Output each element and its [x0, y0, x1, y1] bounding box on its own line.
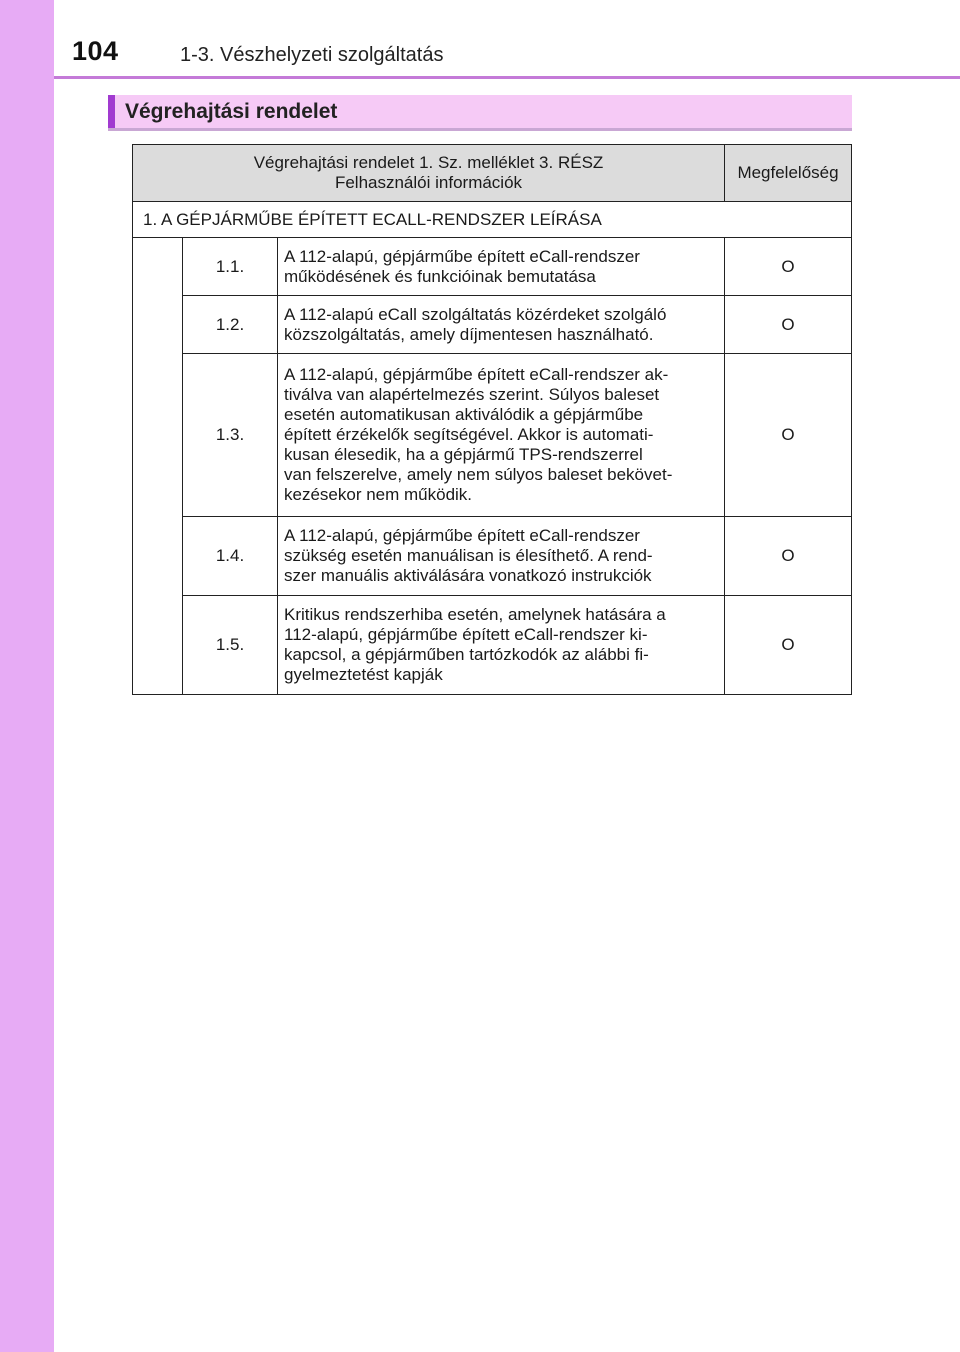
description-line: szükség esetén manuálisan is élesíthető. A rend- — [284, 546, 653, 565]
section-row-label: 1. A GÉPJÁRMŰBE ÉPÍTETT ECALL-RENDSZER LEÍRÁSA — [133, 202, 852, 238]
table-header-line1: Végrehajtási rendelet 1. Sz. melléklet 3. RÉSZ — [253, 153, 604, 172]
blank-indent-cell — [133, 238, 183, 695]
table-section-row — [133, 202, 852, 238]
side-color-bar — [0, 0, 54, 1352]
description-line: épített érzékelők segítségével. Akkor is automati- — [284, 425, 654, 444]
row-conformity: O — [725, 354, 852, 517]
description-line: A 112-alapú eCall szolgáltatás közérdeket szolgáló — [284, 304, 667, 324]
table-header-conformity: Megfelelőség — [725, 145, 852, 202]
description-line: A 112-alapú, gépjárműbe épített eCall-rendszer ak- — [284, 365, 669, 384]
row-number: 1.3. — [183, 354, 278, 517]
description-line: működésének és funkcióinak bemutatása — [284, 266, 596, 286]
row-description — [278, 296, 725, 354]
description-line: van felszerelve, amely nem súlyos baleset bekövet- — [284, 465, 673, 484]
description-line: kusan élesedik, ha a gépjármű TPS-rendszerrel — [284, 445, 643, 464]
description-line: 112-alapú, gépjárműbe épített eCall-rendszer ki- — [284, 625, 648, 644]
description-line: közszolgáltatás, amely díjmentesen használható. — [284, 324, 654, 344]
row-description — [278, 596, 725, 695]
row-conformity: O — [725, 596, 852, 695]
header-rule — [54, 76, 960, 79]
table-row — [133, 517, 852, 596]
row-number: 1.4. — [183, 517, 278, 596]
description-line: kezésekor nem működik. — [284, 485, 473, 504]
row-conformity: O — [725, 517, 852, 596]
row-description — [278, 238, 725, 296]
table-row — [133, 238, 852, 296]
table-header-line2: Felhasználói információk — [334, 173, 523, 192]
chapter-title: 1-3. Vészhelyzeti szolgáltatás — [180, 44, 444, 66]
description-line: Kritikus rendszerhiba esetén, amelynek hatására a — [284, 605, 666, 624]
description-line: kapcsol, a gépjárműben tartózkodók az alábbi fi- — [284, 645, 649, 664]
description-line: A 112-alapú, gépjárműbe épített eCall-rendszer — [284, 246, 640, 266]
section-heading-bar — [108, 95, 852, 131]
row-number: 1.2. — [183, 296, 278, 354]
description-line: szer manuális aktiválására vonatkozó instrukciók — [284, 566, 652, 585]
table-row — [133, 354, 852, 517]
section-title: Végrehajtási rendelet — [125, 100, 338, 123]
row-number: 1.5. — [183, 596, 278, 695]
section-accent — [108, 95, 115, 128]
description-line: tiválva van alapértelmezés szerint. Súlyos baleset — [284, 385, 660, 404]
requirements-table — [132, 144, 852, 695]
row-conformity: O — [725, 296, 852, 354]
description-line: gyelmeztetést kapják — [284, 665, 443, 684]
row-description — [278, 517, 725, 596]
table-row — [133, 596, 852, 695]
table-header-main — [133, 145, 725, 202]
table-row — [133, 296, 852, 354]
row-conformity: O — [725, 238, 852, 296]
table-header-row — [133, 145, 852, 202]
page-number: 104 — [72, 36, 119, 66]
description-line: A 112-alapú, gépjárműbe épített eCall-rendszer — [284, 526, 640, 545]
description-line: esetén automatikusan aktiválódik a gépjárműbe — [284, 405, 644, 424]
row-description — [278, 354, 725, 517]
row-number: 1.1. — [183, 238, 278, 296]
